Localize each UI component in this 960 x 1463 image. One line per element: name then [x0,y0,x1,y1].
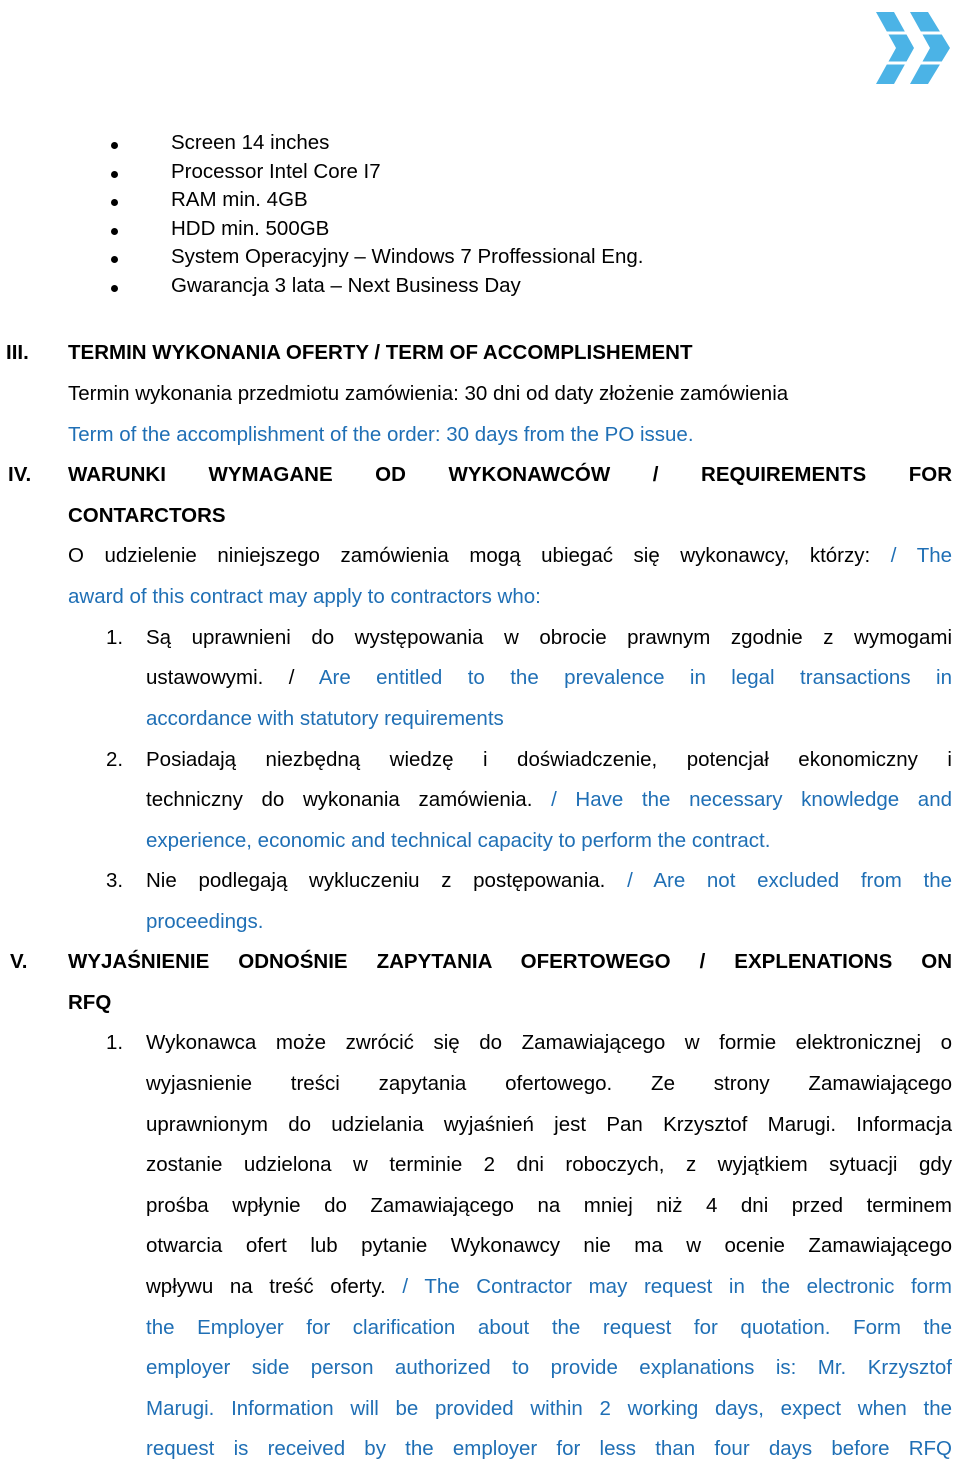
item-number: 3. [106,869,124,892]
bullet-dot-icon [111,285,118,292]
item-text-en: the Employer for clarification about the request for quotation. Form the [146,1316,952,1339]
item-text: ustawowymi. / Are entitled to the prevalence in legal transactions in [146,666,952,689]
item-text-en: Marugi. Information will be provided within 2 working days, expect when the [146,1397,952,1420]
section-number: III. [6,341,29,364]
bullet-dot-icon [111,199,118,206]
item-text: zostanie udzielona w terminie 2 dni roboczych, z wyjątkiem sytuacji gdy [146,1153,952,1176]
list-item: System Operacyjny – Windows 7 Proffessional Eng. [0,243,960,272]
section-intro: O udzielenie niniejszego zamówienia mogą ubiegać się wykonawcy, którzy: / The [68,544,953,567]
list-item: Processor Intel Core I7 [0,158,960,187]
item-number: 1. [106,1031,124,1054]
section-title-cont: RFQ [68,991,112,1014]
list-item: RAM min. 4GB [0,186,960,215]
item-text: Są uprawnieni do występowania w obrocie prawnym zgodnie z wymogami [146,626,952,649]
item-text-en: experience, economic and technical capacity to perform the contract. [146,829,771,852]
item-text: prośba wpłynie do Zamawiającego na mniej niż 4 dni przed terminem [146,1194,952,1217]
item-text-en: employer side person authorized to provide explanations is: Mr. Krzysztof [146,1356,952,1379]
section-title: WYJAŚNIENIE ODNOŚNIE ZAPYTANIA OFERTOWEGO / EXPLENATIONS ON [68,950,952,973]
spec-bullet-list [0,129,960,301]
section-text: Termin wykonania przedmiotu zamówienia: 30 dni od daty złożenie zamówienia [68,382,789,405]
section-number: IV. [8,463,32,486]
item-text: otwarcia ofert lub pytanie Wykonawcy nie ma w ocenie Zamawiającego [146,1234,952,1257]
item-text: Nie podlegają wykluczeniu z postępowania. / Are not excluded from the [146,869,952,892]
list-item: Screen 14 inches [0,129,960,158]
list-item: Gwarancja 3 lata – Next Business Day [0,272,960,301]
section-title: TERMIN WYKONANIA OFERTY / TERM OF ACCOMPLISHEMENT [68,341,693,364]
bullet-dot-icon [111,142,118,149]
item-text: uprawnionym do udzielania wyjaśnień jest Pan Krzysztof Marugi. Informacja [146,1113,952,1136]
item-text-en: proceedings. [146,910,264,933]
bullet-dot-icon [111,171,118,178]
bullet-dot-icon [111,256,118,263]
item-text: techniczny do wykonania zamówienia. / Have the necessary knowledge and [146,788,953,811]
bullet-dot-icon [111,228,118,235]
list-item: HDD min. 500GB [0,215,960,244]
item-number: 2. [106,748,124,771]
section-text-en: Term of the accomplishment of the order: 30 days from the PO issue. [68,423,694,446]
section-title: WARUNKI WYMAGANE OD WYKONAWCÓW / REQUIREMENTS FOR [68,463,952,486]
item-text: wpływu na treść oferty. / The Contractor may request in the electronic form [146,1275,952,1298]
item-number: 1. [106,626,124,649]
item-text: Posiadają niezbędną wiedzę i doświadczenie, potencjał ekonomiczny i [146,748,952,771]
section-number: V. [10,950,28,973]
item-text-en: accordance with statutory requirements [146,707,504,730]
section-intro-en: award of this contract may apply to contractors who: [68,585,541,608]
item-text: Wykonawca może zwrócić się do Zamawiającego w formie elektronicznej o [146,1031,952,1054]
double-chevron-icon [872,8,954,88]
section-title-cont: CONTARCTORS [68,504,226,527]
item-text: wyjasnienie treści zapytania ofertowego. Ze strony Zamawiającego [146,1072,952,1095]
item-text-en: request is received by the employer for less than four days before RFQ [146,1437,952,1460]
